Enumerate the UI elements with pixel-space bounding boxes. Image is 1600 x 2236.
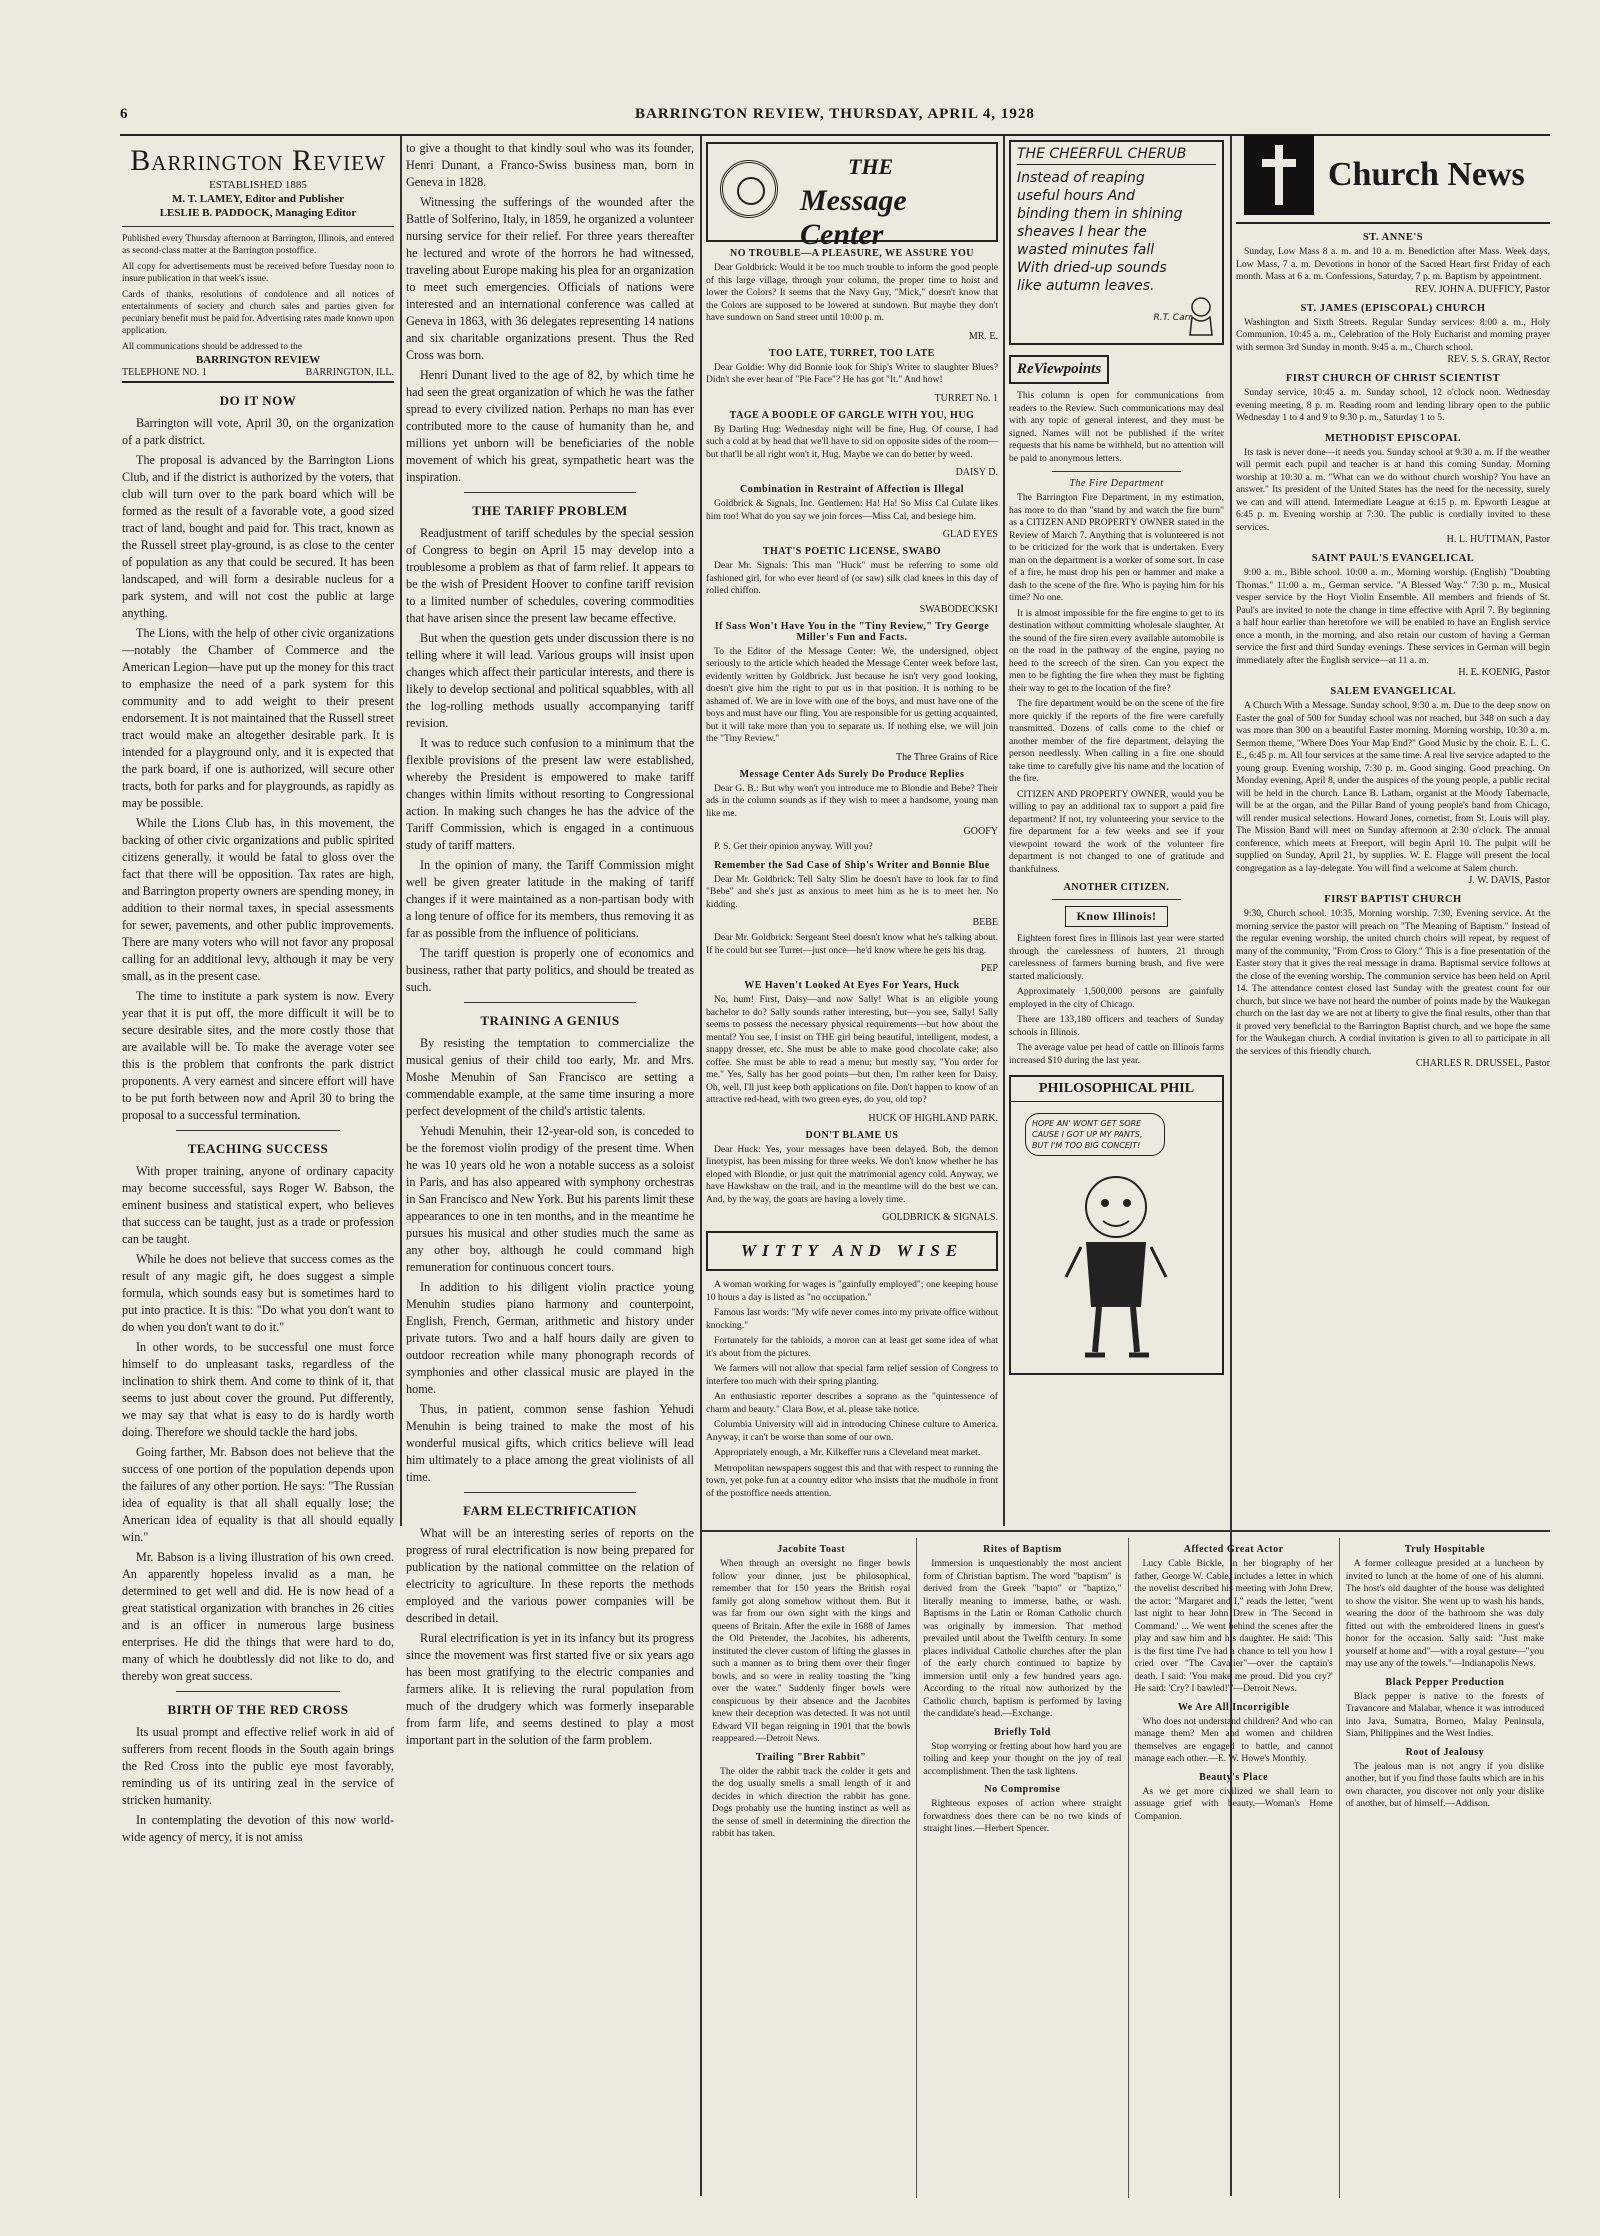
paragraph: Mr. Babson is a living illustration of his own creed. An apparently hopeless invalid as a man, he determined to get well and did. He is now head of a great statistical organization with branches in 26 cities and is an officer in numerous large business enterprises. He did the things that were hard to do, many of which he doubtlessly did not like to do, and thereby won great success.	[122, 1550, 394, 1683]
article-farm-electrification	[406, 1525, 694, 1749]
article-training-a-genius	[406, 1035, 694, 1486]
letter-fire-department	[1009, 492, 1224, 876]
paragraph: The fire department would be on the scene of the fire more quickly if the reports of the fire were carefully transmitted. Dozens of calls come to the chief or another member of the fire department, delaying the person needlessly. When calling in a fire one should take time to carefully give his name and the location of the fire.	[1009, 698, 1224, 784]
paragraph: Witnessing the sufferings of the wounded after the Battle of Solferino, Italy, in 1859, he organized a volunteer nursing service for their relief. For three years thereafter he lectured and wrote of the horrors he had witnessed, traveling about Europe making his plea for an organization to meet such emergencies. Officials of nations were interested and an international conference was called at Geneva in 1863, with 36 delegates representing 14 nations and six charitable organizations present. Thus the Red Cross was born.	[406, 195, 694, 362]
paragraph: Immersion is unquestionably the most ancient form of Christian baptism. The word "baptism" is derived from the Greek "bapto" or "baptizo," literally meaning to immerse, bathe, or wash. Baptisms in the Latin or Roman Catholic church was originally by immersion. That method prevailed until about the Twelfth century. In some places individual Catholic churches after the plan of the early church continued to baptize by immersion until only a few hundred years ago. According to the ritual now authorized by the Catholic church, baptism is performed by laving the candidate's head.—Exchange.	[923, 1558, 1122, 1719]
reviewpoints-intro: This column is open for communications from readers to the Review. Such communications may deal with any topic of general interest, and they must be signed. Names will not be published if the writer requests that his name be withheld, but no attention will be paid to anonymous letters.	[1009, 390, 1224, 464]
headline-farm-electrification: FARM ELECTRIFICATION	[463, 1503, 637, 1518]
letter-headline: NO TROUBLE—A PLEASURE, WE ASSURE YOU	[730, 248, 974, 259]
paragraph: Black pepper is native to the forests of Travancore and Malabar, whence it was introduced into Java, Sumatra, Borneo, Malay Peninsula, Siam, Philippines and the West Indies.	[1345, 1690, 1544, 1739]
letter-signature: GOLDBRICK & SIGNALS.	[882, 1212, 998, 1223]
paragraph: Rural electrification is yet in its infancy but its progress since the movement was first started five or six years ago has been most gratifying to the electric companies and farmers alike. It is relieving the rural population from much of the drudgery which was formerly inseparable from farm life, and seems destined to play a most important part in the solution of the farm problem.	[406, 1631, 694, 1747]
column-message-center	[706, 140, 998, 1525]
church-schedule: Sunday service, 10:45 a. m. Sunday school, 12 o'clock noon. Wednesday evening meeting, 8 p. m. Reading room and lending library open to the public Wednesday 1 to 4 and 9 to 9:30 p. m., Saturday 1 to 5.	[1236, 387, 1550, 423]
philosophical-phil-cartoon	[1009, 1075, 1224, 1375]
letter-headline: Message Center Ads Surely Do Produce Replies	[739, 768, 965, 780]
article-teaching-success	[122, 1163, 394, 1685]
headline-fire-department: The Fire Department	[1069, 478, 1164, 489]
letter: Dear Goldie: Why did Bonnie look for Ship's Writer to slaughter Blues? Didn't she ever hear of "Pie Face"? He has got "It." And how!	[706, 361, 998, 385]
paragraph: Appropriately enough, a Mr. Kilkeffer runs a Cleveland meat market.	[714, 1447, 981, 1458]
letter-signature: SWABODECKSKI	[919, 603, 998, 615]
know-illinois-items	[1009, 933, 1224, 1067]
telephone: TELEPHONE NO. 1	[122, 367, 207, 378]
paragraph: Going farther, Mr. Babson does not believe that the success of one portion of the population depends upon the failures of any other portion. He says: "The Russian idea of equality is that all shall equally lose; the American idea of equality is that all should equally win."	[122, 1445, 394, 1544]
letter-headline: DON'T BLAME US	[805, 1129, 899, 1141]
church-schedule: Washington and Sixth Streets. Regular Sunday services: 8:00 a. m., Holy Communion. 10:45 a. m., Celebration of the Holy Eucharist and morning prayer with sermon 3rd Sunday in month. 9:45 a. m., Church school.	[1236, 316, 1550, 353]
paragraph: In contemplating the devotion of this now world-wide agency of mercy, it is not amiss	[122, 1813, 394, 1844]
masthead-note: All copy for advertisements must be received before Tuesday noon to insure publication in that week's issue.	[122, 262, 394, 284]
paragraph: The average value per head of cattle on Illinois farms increased $10 during the last year.	[1009, 1042, 1224, 1066]
item-headline: Rites of Baptism	[983, 1544, 1062, 1555]
miscellany-column	[1340, 1538, 1550, 2198]
reviewpoints-title: ReViewpoints	[1009, 355, 1109, 384]
item-headline: Trailing "Brer Rabbit"	[755, 1751, 867, 1763]
headline-know-illinois: Know Illinois!	[1065, 906, 1167, 927]
paragraph: The Lions, with the help of other civic organizations—notably the Chamber of Commerce and the American Legion—have put up the money for this tract to emphasize the need of a park system for this community and to add weight to their present endorsement. It is not maintained that the Russell street tract would make an altogether desirable park. It is intended for a playground only, and it is expected that the park board, if one is authorized, will secure other tracts, both for parks and for playgrounds, as rapidly as may be possible.	[122, 626, 394, 810]
letter-signature: TURRET No. 1	[934, 392, 998, 404]
paragraph: An enthusiastic reporter describes a soprano as the "quintessence of charm and beauty." Clara Bow, et al. please take notice.	[706, 1391, 998, 1415]
item-headline: Truly Hospitable	[1404, 1544, 1486, 1555]
witty-and-wise-items	[706, 1279, 998, 1500]
letter: No, hum! First, Daisy—and now Sally! What is an eligible young bachelor to do? Sally sounds rather interesting, but—you see, Sally! Sally seems to possess the necessary physical requirements—but how about the mental? You see, I insist on THE girl being beautiful, intelligent, modest, a snappy dresser, etc. She must be able to make good chocolate cake; also coffee. She must be able to read a menu; but mostly say, "You order for me." Yes, Sally has her good points—but then, I'm rather keen for Daisy. Oh, well, I'll just keep both applications on file. Don't happen to know of an attractive red-head, with two green eyes, do you, old top?	[706, 994, 998, 1105]
managing-editor-line: LESLIE B. PADDOCK, Managing Editor	[159, 207, 357, 219]
paragraph: Who does not understand children? And who can manage them? Men and women and children themselves are engaged to battle, and cannot manage each other.—E. W. Howe's Monthly.	[1134, 1715, 1333, 1764]
message-center-title: Message Center	[800, 184, 907, 251]
paragraph: CITIZEN AND PROPERTY OWNER, would you be willing to pay an additional tax to support a paid fire department? If not, try volunteering your service to the fire department for a few weeks and see if your viewpoint toward the work of the volunteer fire department is not changed to one of gratitude and thankfulness.	[1009, 788, 1224, 875]
church-heading: ST. ANNE'S	[1362, 232, 1424, 243]
cherub-figure-icon	[1184, 295, 1218, 339]
masthead-paper: BARRINGTON REVIEW	[195, 354, 321, 366]
letter: To the Editor of the Message Center: We, the undersigned, object seriously to the article which headed the Message Center week before last, evidently written by Goldbrick. Just because he isn't very good looking, doesn't give him the right to put us in that position. It is nothing to be ashamed of. We are in love with one of the boys, and must have one of the boys and must have our fling. You are responsible for us getting acquainted, but it will take more than you to separate us. If nothing else, we will join the "Tiny Review."	[706, 645, 998, 744]
masthead	[122, 144, 394, 383]
paragraph: In addition to his diligent violin practice young Menuhin studies piano harmony and counterpoint, English, French, German, arithmetic and history under private tutors. Two and a half hours daily are given to outdoor recreation while many phonograph records of symphonies and other classical music are played in the home.	[406, 1280, 694, 1396]
letter-signature: PEP	[980, 963, 998, 974]
column-rule	[1003, 136, 1005, 1526]
church-schedule: Sunday, Low Mass 8 a. m. and 10 a. m. Benediction after Mass. Week days, Low Mass, 7 a. m. Devotions in honor of the Sacred Heart first Friday of each month. Mass at 6 a. m. Confessions, Saturday, 7 p. m. Baptism by appointment.	[1236, 246, 1550, 282]
letter-signature: BEBE	[972, 917, 998, 928]
paragraph: The tariff question is properly one of economics and business, rather that party politics, and should be treated as such.	[406, 946, 694, 994]
church-schedule: 9:00 a. m., Bible school. 10:00 a. m., Morning worship. (English) "Doubting Thomas." 11:00 a. m., German service. "A Blessed Way." 7:30 p. m., Musical vesper service by the Hoyt Violin Ensemble. All members and friends of St. Paul's are invited to note the change in time effective with April 7. By beginning a half hour earlier than heretofore we will be enabled to have an English service once a month, in the morning, and also retain our custom of having a German service the first and third Sunday evenings. These services in German will begin immediately after the English service—at 11 a. m.	[1236, 567, 1550, 666]
letter-signature: HUCK OF HIGHLAND PARK.	[868, 1112, 998, 1124]
miscellany-column	[917, 1538, 1128, 2198]
paragraph: Columbia University will aid in introducing Chinese culture to America. Anyway, it can't be worse than some of our own.	[706, 1419, 998, 1443]
column-rule	[400, 136, 402, 1526]
paragraph: Eighteen forest fires in Illinois last year were started through the carelessness of hunters, 21 through carelessness of farmers burning brush, and five were started maliciously.	[1009, 933, 1224, 982]
paragraph: But when the question gets under discussion there is no telling where it will lead. Various groups will insist upon changes which affect their particular interests, and there is likely to develop sectional and political squabbles, with all the log-rolling methods usually accompanying tariff revision.	[406, 631, 694, 730]
letter-signature: MR. E.	[968, 330, 998, 342]
letter-signature: GLAD EYES	[942, 529, 998, 540]
letter-headline: WE Haven't Looked At Eyes For Years, Huck	[744, 980, 960, 991]
letter-signature: The Three Grains of Rice	[896, 751, 998, 763]
letter: Dear Huck: Yes, your messages have been delayed. Bob, the demon linotypist, has been missing for three weeks. We don't know whether he has eloped with Blondie, or just quit the matrimonial agency cold. Anyway, we have Hawkshaw on the trail, and in the meantime will do the best we can. And, by the way, the goats are having a lovely time.	[706, 1143, 998, 1205]
seal-icon	[720, 160, 778, 218]
philosophical-phil-title: PHILOSOPHICAL PHIL	[1011, 1077, 1222, 1102]
pastor-signature: REV. S. S. GRAY, Rector	[1447, 354, 1550, 365]
pastor-signature: J. W. DAVIS, Pastor	[1468, 875, 1550, 886]
item-headline: Beauty's Place	[1199, 1771, 1269, 1783]
headline-red-cross: BIRTH OF THE RED CROSS	[167, 1702, 349, 1717]
paragraph: What will be an interesting series of reports on the progress of rural electrification is now being prepared for publication by the national committee on the relation of electricity to agriculture. In these reports the methods employed and the various power companies will be described in detail.	[406, 1526, 694, 1625]
item-headline: We Are All Incorrigible	[1177, 1701, 1290, 1713]
church-heading: SAINT PAUL'S EVANGELICAL	[1311, 553, 1475, 564]
message-center-banner	[706, 142, 998, 251]
letter: Dear Mr. Goldbrick: Tell Salty Slim he doesn't have to look far to find "Bebe" and she's just as anxious to meet him as he is to meet her. No kidding.	[706, 873, 998, 910]
letter-headline: Combination in Restraint of Affection is Illegal	[740, 484, 964, 495]
letter-headline: If Sass Won't Have You in the "Tiny Review," Try George Miller's Fun and Facts.	[714, 620, 990, 643]
article-red-cross-continued	[406, 140, 694, 486]
paragraph: The jealous man is not angry if you dislike another, but if you find those faults which are in his own character, you discover not only your dislike of another, but of himself.—Addison.	[1345, 1760, 1544, 1809]
letter: Goldbrick & Signals, Inc. Gentlemen: Ha! Ha! So Miss Cal Culate likes him too! What do you say we join forces—Miss Cal, and besiege him.	[706, 498, 998, 522]
letter: Dear Goldbrick: Would it be too much trouble to inform the good people of this large village, through your column, the proper time to hoist and lower the Colors? It seems that the Navy Guy, "Mick," doesn't know that the Colors are supposed to be lowered at sundown. But maybe they don't have sundown on Sand street until 10:00 p. m.	[706, 262, 998, 323]
established: ESTABLISHED 1885	[209, 179, 307, 191]
masthead-note: Cards of thanks, resolutions of condolence and all notices of entertainments of society and church sales and parties given for pecuniary benefit must be paid for. Advertising rates made known upon application.	[122, 290, 394, 336]
letter-headline: TOO LATE, TURRET, TOO LATE	[769, 347, 935, 359]
paragraph: Thus, in patient, common sense fashion Yehudi Menuhin is being trained to make the most of his wonderful musical gifts, which critics believe will lead him ultimately to a place among the great violinists of all time.	[406, 1402, 694, 1484]
paragraph: Its usual prompt and effective relief work in aid of sufferers from recent floods in the South again brings the Red Cross into the public eye most favorably, reminding us of its untiring zeal in the service of stricken humanity.	[122, 1725, 394, 1807]
paragraph: Henri Dunant lived to the age of 82, by which time he had seen the great organization of which he was the father spread to every civilized nation. Perhaps no man has ever contributed more to the cause of humanity than he, and millions yet unborn will be beneficiaries of the noble movement of which his great, sympathetic heart was the inspiration.	[406, 368, 694, 484]
paragraph: Famous last words: "My wife never comes into my private office without knocking."	[706, 1307, 998, 1331]
town: BARRINGTON, ILL.	[305, 367, 394, 378]
masthead-note: All communications should be addressed to the	[122, 342, 302, 352]
masthead-note: Published every Thursday afternoon at Barrington, Illinois, and entered as second-class matter at the Barrington postoffice.	[122, 234, 394, 256]
paragraph: The time to institute a park system is now. Every year that it is put off, the more difficult it will be to secure desirable sites, and the more costly those that are available will be. To make the average voter see this is the problem that confronts the park district proponents. A very earnest and sincere effort will have to be put forth between now and April 30 to bring the proposal to a successful termination.	[122, 989, 394, 1122]
paragraph: Readjustment of tariff schedules by the special session of Congress to begin on April 15 may develop into a troublesome a problem as that of farm relief. It appears to be the wish of President Hoover to confine tariff revision to a limited number of schedules, covering commodities that have arisen since the present law became effective.	[406, 526, 694, 625]
paragraph: Stop worrying or fretting about how hard you are toiling and keep your thought on the joy of real accomplishment. Then the task lightens.	[923, 1740, 1122, 1777]
paragraph: There are 133,180 officers and teachers of Sunday schools in Illinois.	[1009, 1014, 1224, 1038]
church-schedule: 9:30, Church school. 10:35, Morning worship. 7:30, Evening service. At the morning service the pastor will preach on "The Meaning of Baptism." Instead of the regular evening worship, the united church choirs will repeat, by request of many of the community, "From Cross to Glory." This is a fine presentation of the Easter story that it gives the real message in drama. Baptismal service follows at the close of the evening worship. The communion service has been held on April 14. The attendance contest closed last Sunday with the greatest count for our church, but since we have not heard the number of points made by the Waukegan church on the last day we are not at liberty to give the final results, other than that it proved very beneficial to the Barrington Baptist church, and we hope the same for the Waukegan church. A cordial invitation is given to all to participate in all the services of this friendly church.	[1236, 908, 1550, 1057]
article-do-it-now	[122, 415, 394, 1124]
paragraph: When through an oversight no finger bowls follow your dinner, just be philosophical, remember that for 150 years the British royal family got along somehow without them. But it was far from our own sight with the kings and queens of Britain. After the exile in 1688 of James the Old Pretender, the Jacobites, his adherents, instituted the clever custom of lifting the glasses in such a manner as to bring them over their finger bowls, and so were in reality toasting the "king over the water." Suddenly finger bowls were conspicuous by their absence and the Jacobites knew their deception was detected. It was not until Edward VII began reigning in 1901 that the bowls reappeared.—Detroit News.	[712, 1558, 911, 1744]
cheerful-cherub-box	[1009, 140, 1224, 345]
paragraph: Metropolitan newspapers suggest this and that with respect to running the town, yet poke fun at a country editor who insists that the mudhole in front of the postoffice needs attention.	[706, 1462, 998, 1499]
paragraph: Fortunately for the tabloids, a moron can at least get some idea of what it's about from the pictures.	[706, 1335, 998, 1359]
paragraph: Yehudi Menuhin, their 12-year-old son, is conceded to be the foremost violin prodigy of the present time. When he was 10 years old he won a notable success as a soloist in Paris, and has also appeared with symphony orchestras in San Francisco and New York. But his parents limit these appearances to one in ten months, and in the meantime he pursues his musical and other studies much the same as any other boy, although he could command high remuneration for continuous concert tours.	[406, 1124, 694, 1274]
church-news-title: Church News	[1328, 156, 1525, 193]
paragraph: As we get more civilized we shall learn to assuage grief with beauty.—Woman's Home Companion.	[1134, 1785, 1333, 1822]
paragraph: Approximately 1,500,000 persons are gainfully employed in the city of Chicago.	[1009, 986, 1224, 1010]
column-rule	[700, 136, 702, 2196]
page-number: 6	[120, 106, 128, 122]
miscellany-column	[1129, 1538, 1340, 2198]
column-reviewpoints	[1009, 140, 1224, 1525]
paragraph: to give a thought to that kindly soul who was its founder, Henri Dunant, a Franco-Swiss business man, born in Geneva in 1828.	[406, 141, 694, 189]
paragraph: A woman working for wages is "gainfully employed"; one keeping house 10 hours a day is listed as "no occupation."	[706, 1279, 998, 1303]
paragraph: By resisting the temptation to commercialize the musical genius of their child too early, Mr. and Mrs. Moshe Menuhin of San Francisco are setting a commendable example, at the same time insuring a more perfect development of the child's artistic talents.	[406, 1036, 694, 1118]
paragraph: A former colleague presided at a luncheon by invited to lunch at the home of one of his alumni. The host's old daughter of the house was delighted to show the visitor. She went up to wash his hands, wearing the door of the bathroom she was duly fitted out with the embroidered linens in guest's honor for the occasion. Sally said: "Just make yourself at home and"—with a royal gesture—"you may use any of the towels."—Indianapolis News.	[1345, 1558, 1544, 1669]
paragraph: It was to reduce such confusion to a minimum that the flexible provisions of the present law were established, whereby the President is empowered to make tariff changes within limits without resorting to Congressional action. In making such changes he has the advice of the Tariff Commission, which is engaged in a continuous study of tariff matters.	[406, 736, 694, 852]
paragraph: Righteous exposes of action where straight forwardness does there can be no two kinds of straight lines.—Herbert Spencer.	[923, 1798, 1122, 1834]
item-headline: Affected Great Actor	[1183, 1544, 1284, 1555]
letter-headline: TAGE A BOODLE OF GARGLE WITH YOU, HUG	[729, 409, 975, 421]
item-headline: Briefly Told	[993, 1726, 1051, 1738]
article-tariff-problem	[406, 525, 694, 996]
cheerful-cherub-title: THE CHEERFUL CHERUB	[1017, 146, 1216, 165]
item-headline: Jacobite Toast	[777, 1544, 846, 1555]
witty-and-wise-banner: WITTY AND WISE	[706, 1231, 998, 1271]
church-heading: SALEM EVANGELICAL	[1330, 686, 1456, 697]
item-headline: No Compromise	[984, 1784, 1061, 1795]
letter-signature: ANOTHER CITIZEN.	[1063, 882, 1170, 893]
church-schedule: A Church With a Message. Sunday school, 9:30 a. m. Due to the deep snow on Easter the goal of 500 for Sunday school was not reached, but 348 on such a day was more than 300 on a beautiful Easter morning. Morning worship, 10:30 a. m. Sermon theme, "Where Does Your Map End?" Good Music by the choir. E. L. C. E., 6:45 p. m. All four services at the same time. A real live service adapted to the young group. Evening worship, 7:30 p. m. Good singing. Good preaching. On Monday evening, April 8, under the auspices of the young people, a public recital will be held in the church. Lance B. Latham, organist at the Moody Tabernacle, will be at the organ, and the Pillar Band of young people's band from Chicago, will render musical selections. Howard Jones, cornetist, from St. Louis will play. The Mission Band will meet on Sunday afternoon at 2:30 o'clock. The annual conference, which meets at Freeport, will begin April 10. The pulpit will be supplied on Sunday, April 21, by supplies. W. E. Flagge will present the local congregation as a lay-delegate. You will find a welcome at Salem church.	[1236, 700, 1550, 874]
paragraph: We farmers will not allow that special farm relief session of Congress to interfere too much with their spring planting.	[706, 1363, 998, 1387]
pastor-signature: H. E. KOENIG, Pastor	[1458, 667, 1550, 678]
column-editorials-1	[122, 140, 394, 2200]
cross-icon	[1244, 135, 1314, 215]
pastor-signature: H. L. HUTTMAN, Pastor	[1446, 534, 1550, 545]
church-heading: METHODIST EPISCOPAL	[1324, 432, 1461, 444]
paragraph: Lucy Cable Bickle, in her biography of her father, George W. Cable, includes a letter in which the novelist described his meeting with John Drew, the actor: "Margaret and I," reads the letter, "went last night to hear John Drew in 'The Second in Command.' ... We went behind the scenes after the play and saw him and his daughter. He said: 'This is the first time I've had a chance to tell you how I cried over "The Cavalier"—over the captain's death. I said: 'You make me proud. Did you cry?' He said: 'Cry? I bawled!'"—Detroit News.	[1134, 1558, 1333, 1694]
letter-postscript: P. S. Get their opinion anyway. Will you?	[714, 841, 873, 852]
headline-tariff-problem: THE TARIFF PROBLEM	[472, 503, 628, 518]
cheerful-cherub-signature: R.T. Carr	[1153, 313, 1192, 323]
letter: By Darling Hug: Wednesday night will be fine, Hug. Of course, I had such a cold at by head that we'll have to sid on opposite sides of the room—but that'll be all right won't it, Hug. Maybe we can do better by weed.	[706, 423, 998, 460]
letter-headline: Remember the Sad Case of Ship's Writer and Bonnie Blue	[714, 859, 990, 871]
pastor-signature: CHARLES R. DRUSSEL, Pastor	[1415, 1058, 1550, 1069]
item-headline: Black Pepper Production	[1385, 1676, 1505, 1688]
church-heading: FIRST BAPTIST CHURCH	[1324, 894, 1462, 905]
letter: Dear Mr. Goldbrick: Sergeant Steel doesn't know what he's talking about. If he could but see Turret—just once—he'd know where he gets his drag.	[706, 932, 998, 956]
church-heading: ST. JAMES (EPISCOPAL) CHURCH	[1300, 302, 1486, 314]
church-heading: FIRST CHURCH OF CHRIST SCIENTIST	[1285, 373, 1501, 384]
letter-headline: THAT'S POETIC LICENSE, SWABO	[762, 546, 942, 557]
masthead-title: Barrington Review	[130, 144, 386, 177]
item-headline: Root of Jealousy	[1405, 1746, 1485, 1758]
bottom-band-rule	[700, 1530, 1550, 1532]
paragraph: In the opinion of many, the Tariff Commission might well be given greater latitude in the making of tariff changes if it were maintained as a non-partisan body with a long tenure of office for its members, thus removing it as far as possible from the influence of politicians.	[406, 858, 694, 940]
letter-signature: GOOFY	[963, 826, 998, 837]
headline-do-it-now: DO IT NOW	[219, 393, 297, 408]
headline-teaching-success: TEACHING SUCCESS	[187, 1141, 329, 1156]
column-editorials-2	[406, 140, 694, 2200]
phil-figure-icon	[1061, 1167, 1171, 1367]
church-schedule: Its task is never done—it needs you. Sunday school at 9:30 a. m. If the weather will permit each pupil and teacher is at hand this coming Sunday. Morning worship at 10:30 a. m. "What can we do without church worship? You have an answer." Its president of the United States has the need for the necessity, surely we can and will attend. Intermediate League at 6:15 p. m. Epworth League at 6:45 p. m. Evening worship at 7:30. The public is cordially invited to these services.	[1236, 446, 1550, 533]
message-center-the: THE	[848, 154, 894, 179]
dateline: BARRINGTON REVIEW, THURSDAY, APRIL 4, 1928	[635, 106, 1035, 122]
miscellany-band	[706, 1538, 1550, 2198]
letter-signature: DAISY D.	[955, 467, 998, 478]
paragraph: With proper training, anyone of ordinary capacity may become successful, says Roger W. Babson, the eminent business and statistical expert, who believes that success can be taught, just as a trade or profession can be taught.	[122, 1164, 394, 1246]
article-red-cross	[122, 1724, 394, 1846]
paragraph: It is almost impossible for the fire engine to get to its destination without committing wholesale slaughter. At the sound of the fire siren every available automobile is on the road in the pathway of the engine, paying no heed to the screech of the siren. Can you expect the men to be fighting the fire when they must be fighting their way to get to the location of the fire?	[1009, 607, 1224, 694]
letter: Dear Mr. Signals: This man "Huck" must be referring to some old fashioned girl, for who ever heard of (or saw) silk clad knees in this day of rolled chiffon.	[706, 560, 998, 596]
editor-line: M. T. LAMEY, Editor and Publisher	[172, 193, 344, 205]
pastor-signature: REV. JOHN A. DUFFICY, Pastor	[1415, 283, 1550, 295]
headline-training-a-genius: TRAINING A GENIUS	[480, 1013, 620, 1028]
letter: Dear G. B.: But why won't you introduce me to Blondie and Bebe? Their ads in the column sounds as if they wish to meet a handsome, young man like me.	[706, 782, 998, 819]
paragraph: The proposal is advanced by the Barrington Lions Club, and if the district is authorized by the voters, that club will turn over to the park board which will be formed as the result of a favorable vote, a good sized tract of land, bought and paid for. This tract, known as the Russell street play-ground, is as close to the center of population as any that could be secured. It has been landscaped, and will form a desirable nucleus for a park system, and will not cost the public at large anything.	[122, 453, 394, 620]
column-church-news	[1236, 128, 1550, 1526]
cheerful-cherub-poem: Instead of reaping useful hours And binding them in shining sheaves I hear the wasted minutes fall With dried-up sounds like autumn leaves.	[1017, 170, 1183, 294]
paragraph: The Barrington Fire Department, in my estimation, has more to do than "stand by and watch the fire burn" as a CITIZEN AND PROPERTY OWNER stated in the Review of March 7. Anything that is volunteered is not to be criticized for the work that is undertaken. Every man on the department is a worker of some sort. In case of a fire, he must drop his pen or hammer and make a dash to the scene of the fire. Who is paying him for his time? No one.	[1009, 492, 1224, 603]
paragraph: In other words, to be successful one must force himself to do unpleasant tasks, regardless of the inclination to shirk them. And come to think of it, that seems to just about cover the ground. Put differently, we may say that what is easy to do is hardly worth doing. Therefore we should tackle the hard jobs.	[122, 1340, 394, 1439]
speech-bubble: HOPE AN' WONT GET SORE CAUSE I GOT UP MY PANTS, BUT I'M TOO BIG CONCEIT!	[1025, 1113, 1165, 1156]
paragraph: The older the rabbit track the colder it gets and the dog usually smells a small length of it and decides in which direction the rabbit has gone. Dogs probably use the hunting instinct as well as the sense of smell in determining the direction the rabbit has taken.	[712, 1765, 911, 1839]
paragraph: Barrington will vote, April 30, on the organization of a park district.	[122, 416, 394, 447]
paragraph: While the Lions Club has, in this movement, the backing of other civic organizations and public spirited citizens generally, it would be fatal to gloss over the fact that there will be opposition. Tax rates are high, and Barrington property owners are spending money, in addition to their normal taxes, in special assessments for sewer, pavements, and other public improvements. There are many voters who will not favor any proposal calling for an additional levy, although it may be very small, as in the present case.	[122, 816, 394, 983]
miscellany-column	[706, 1538, 917, 2198]
paragraph: While he does not believe that success comes as the result of any magic gift, he does suggest a simple formula, which sounds easy but is sometimes hard to put into practice. It is this: "Do what you don't want to do when you don't want to do it."	[122, 1252, 394, 1334]
church-news-banner	[1236, 128, 1550, 224]
